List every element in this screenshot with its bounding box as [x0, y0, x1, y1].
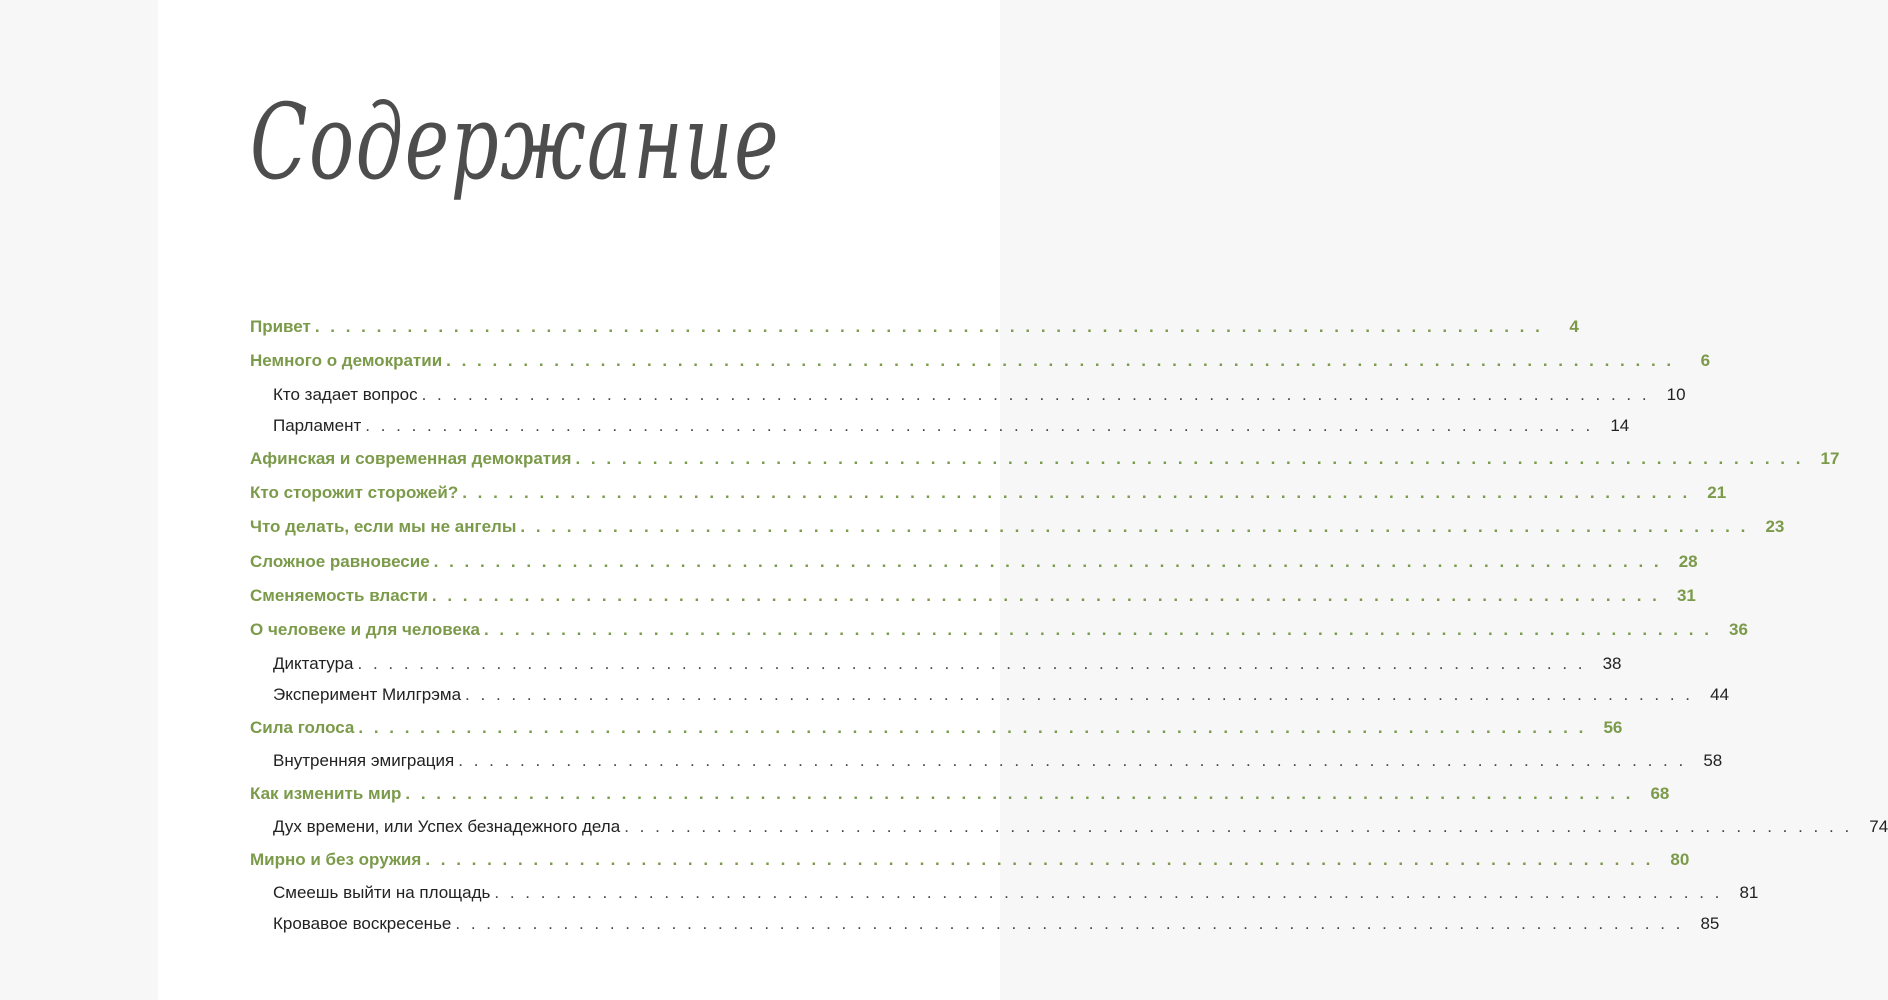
dot-leader: . . . . . . . . . . . . . . . . . . . . . . . . . . . . . . . . . . . . . . . . . . . . . . . . . . . . . . . . . . . . . . . . . . . . . . . . . . . . . . . . — [455, 914, 1684, 934]
toc-page-number: 28 — [1678, 551, 1698, 571]
toc-page-number: 36 — [1729, 620, 1748, 640]
dot-leader: . . . . . . . . . . . . . . . . . . . . . . . . . . . . . . . . . . . . . . . . . . . . . . . . . . . . . . . . . . . . . . . . . . . . . . . . . . . . . . . . — [624, 816, 1853, 836]
dot-leader: . . . . . . . . . . . . . . . . . . . . . . . . . . . . . . . . . . . . . . . . . . . . . . . . . . . . . . . . . . . . . . . . . . . . . . . . . . . . . . . . — [358, 717, 1587, 737]
toc-entry-label: Как изменить мир — [250, 783, 402, 803]
toc-chapter — [250, 613, 1748, 647]
toc-page-number: 80 — [1670, 849, 1690, 869]
toc-entry-label: Сменяемость власти — [250, 585, 428, 605]
toc-entry-label: Сила голоса — [250, 717, 355, 737]
toc-page-number: 58 — [1703, 751, 1723, 771]
dot-leader: . . . . . . . . . . . . . . . . . . . . . . . . . . . . . . . . . . . . . . . . . . . . . . . . . . . . . . . . . . . . . . . . . . . . . . . . . . . . . . . . — [357, 653, 1586, 673]
toc-chapter — [250, 843, 1690, 877]
toc-subsection — [250, 679, 1730, 711]
toc-page-number: 81 — [1739, 882, 1759, 902]
dot-leader: . . . . . . . . . . . . . . . . . . . . . . . . . . . . . . . . . . . . . . . . . . . . . . . . . . . . . . . . . . . . . . . . . . . . . . . . . . . . . . . . — [425, 849, 1654, 869]
handwritten-title — [240, 60, 800, 230]
toc-subsection — [250, 410, 1630, 442]
dot-leader: . . . . . . . . . . . . . . . . . . . . . . . . . . . . . . . . . . . . . . . . . . . . . . . . . . . . . . . . . . . . . . . . . . . . . . . . . . . . . . . . — [433, 551, 1662, 571]
dot-leader: . . . . . . . . . . . . . . . . . . . . . . . . . . . . . . . . . . . . . . . . . . . . . . . . . . . . . . . . . . . . . . . . . . . . . . . . . . . . . . . . — [421, 384, 1650, 404]
dot-leader: . . . . . . . . . . . . . . . . . . . . . . . . . . . . . . . . . . . . . . . . . . . . . . . . . . . . . . . . . . . . . . . . . . . . . . . . . . . . . . . . — [462, 483, 1691, 503]
toc-page-number: 17 — [1820, 448, 1840, 468]
toc-page-number: 44 — [1710, 685, 1730, 705]
toc-chapter — [250, 711, 1623, 745]
toc-page-number: 85 — [1700, 914, 1720, 934]
dot-leader: . . . . . . . . . . . . . . . . . . . . . . . . . . . . . . . . . . . . . . . . . . . . . . . . . . . . . . . . . . . . . . . . . . . . . . . . . . . . . . . . — [446, 351, 1675, 371]
toc-entry-label: Кровавое воскресенье — [273, 914, 452, 934]
table-of-contents — [250, 310, 1888, 940]
toc-page-number: 56 — [1603, 717, 1623, 737]
toc-page-number: 14 — [1610, 416, 1630, 436]
toc-chapter — [250, 777, 1670, 811]
title-text: Содержание — [250, 81, 780, 203]
toc-entry-label: Смеешь выйти на площадь — [273, 882, 491, 902]
page-title — [240, 60, 800, 230]
toc-chapter — [250, 476, 1727, 510]
toc-chapter — [250, 442, 1840, 476]
toc-subsection — [250, 745, 1723, 777]
toc-entry-label: Афинская и современная демократия — [250, 448, 572, 468]
toc-chapter — [250, 579, 1696, 613]
dot-leader: . . . . . . . . . . . . . . . . . . . . . . . . . . . . . . . . . . . . . . . . . . . . . . . . . . . . . . . . . . . . . . . . . . . . . . . . . . . . . . . . — [365, 416, 1594, 436]
toc-entry-label: Дух времени, или Успех безнадежного дела — [273, 816, 621, 836]
dot-leader: . . . . . . . . . . . . . . . . . . . . . . . . . . . . . . . . . . . . . . . . . . . . . . . . . . . . . . . . . . . . . . . . . . . . . . . . . . . . . . . . — [483, 620, 1712, 640]
toc-entry-label: Привет — [250, 317, 311, 336]
toc-subsection — [250, 877, 1759, 909]
toc-chapter — [250, 344, 1711, 378]
toc-subsection — [250, 648, 1622, 680]
toc-entry-label: Кто сторожит сторожей? — [250, 483, 459, 503]
toc-entry-label: Внутренняя эмиграция — [273, 751, 455, 771]
dot-leader: . . . . . . . . . . . . . . . . . . . . . . . . . . . . . . . . . . . . . . . . . . . . . . . . . . . . . . . . . . . . . . . . . . . . . . . . . . . . . . . . — [494, 882, 1723, 902]
toc-page-number: 68 — [1650, 783, 1670, 803]
toc-page-number: 31 — [1676, 585, 1696, 605]
toc-page-number: 4 — [1569, 317, 1579, 336]
dot-leader: . . . . . . . . . . . . . . . . . . . . . . . . . . . . . . . . . . . . . . . . . . . . . . . . . . . . . . . . . . . . . . . . . . . . . . . . . . . . . . . . — [465, 685, 1694, 705]
toc-page-number: 74 — [1869, 816, 1888, 836]
dot-leader: . . . . . . . . . . . . . . . . . . . . . . . . . . . . . . . . . . . . . . . . . . . . . . . . . . . . . . . . . . . . . . . . . . . . . . . . . . . . . . . . — [405, 783, 1634, 803]
toc-page-number: 23 — [1765, 517, 1785, 537]
toc-entry-label: Немного о демократии — [250, 351, 443, 371]
dot-leader: . . . . . . . . . . . . . . . . . . . . . . . . . . . . . . . . . . . . . . . . . . . . . . . . . . . . . . . . . . . . . . . . . . . . . . . . . . . . . . . . — [431, 585, 1660, 605]
dot-leader: . . . . . . . . . . . . . . . . . . . . . . . . . . . . . . . . . . . . . . . . . . . . . . . . . . . . . . . . . . . . . . . . . . . . . . . . . . . . . . . . — [575, 448, 1804, 468]
toc-subsection — [250, 811, 1888, 843]
dot-leader: . . . . . . . . . . . . . . . . . . . . . . . . . . . . . . . . . . . . . . . . . . . . . . . . . . . . . . . . . . . . . . . . . . . . . . . . . . . . . . . . — [458, 751, 1687, 771]
toc-page-number: 21 — [1707, 483, 1727, 503]
toc-page-number: 6 — [1700, 351, 1711, 371]
toc-subsection — [250, 379, 1686, 411]
toc-chapter — [250, 545, 1698, 579]
toc-page-number: 10 — [1666, 384, 1686, 404]
toc-entry-label: Сложное равновесие — [250, 551, 430, 571]
toc-entry-label: Что делать, если мы не ангелы — [250, 517, 517, 537]
dot-leader: . . . . . . . . . . . . . . . . . . . . . . . . . . . . . . . . . . . . . . . . . . . . . . . . . . . . . . . . . . . . . . . . . . . . . . . . . . . . . . . . — [520, 517, 1749, 537]
toc-subsection — [250, 908, 1720, 940]
toc-chapter — [250, 310, 1579, 344]
toc-entry-label: Эксперимент Милгрэма — [273, 685, 462, 705]
toc-entry-label: Парламент — [273, 416, 362, 436]
dot-leader: . . . . . . . . . . . . . . . . . . . . . . . . . . . . . . . . . . . . . . . . . . . . . . . . . . . . . . . . . . . . . . . . . . . . . . . . . . . . . . . . — [314, 317, 1543, 336]
toc-entry-label: Мирно и без оружия — [250, 849, 422, 869]
toc-chapter — [250, 510, 1785, 544]
toc-page-number: 38 — [1602, 653, 1622, 673]
toc-entry-label: О человеке и для человека — [250, 620, 480, 640]
toc-entry-label: Кто задает вопрос — [273, 384, 418, 404]
toc-entry-label: Диктатура — [273, 653, 354, 673]
